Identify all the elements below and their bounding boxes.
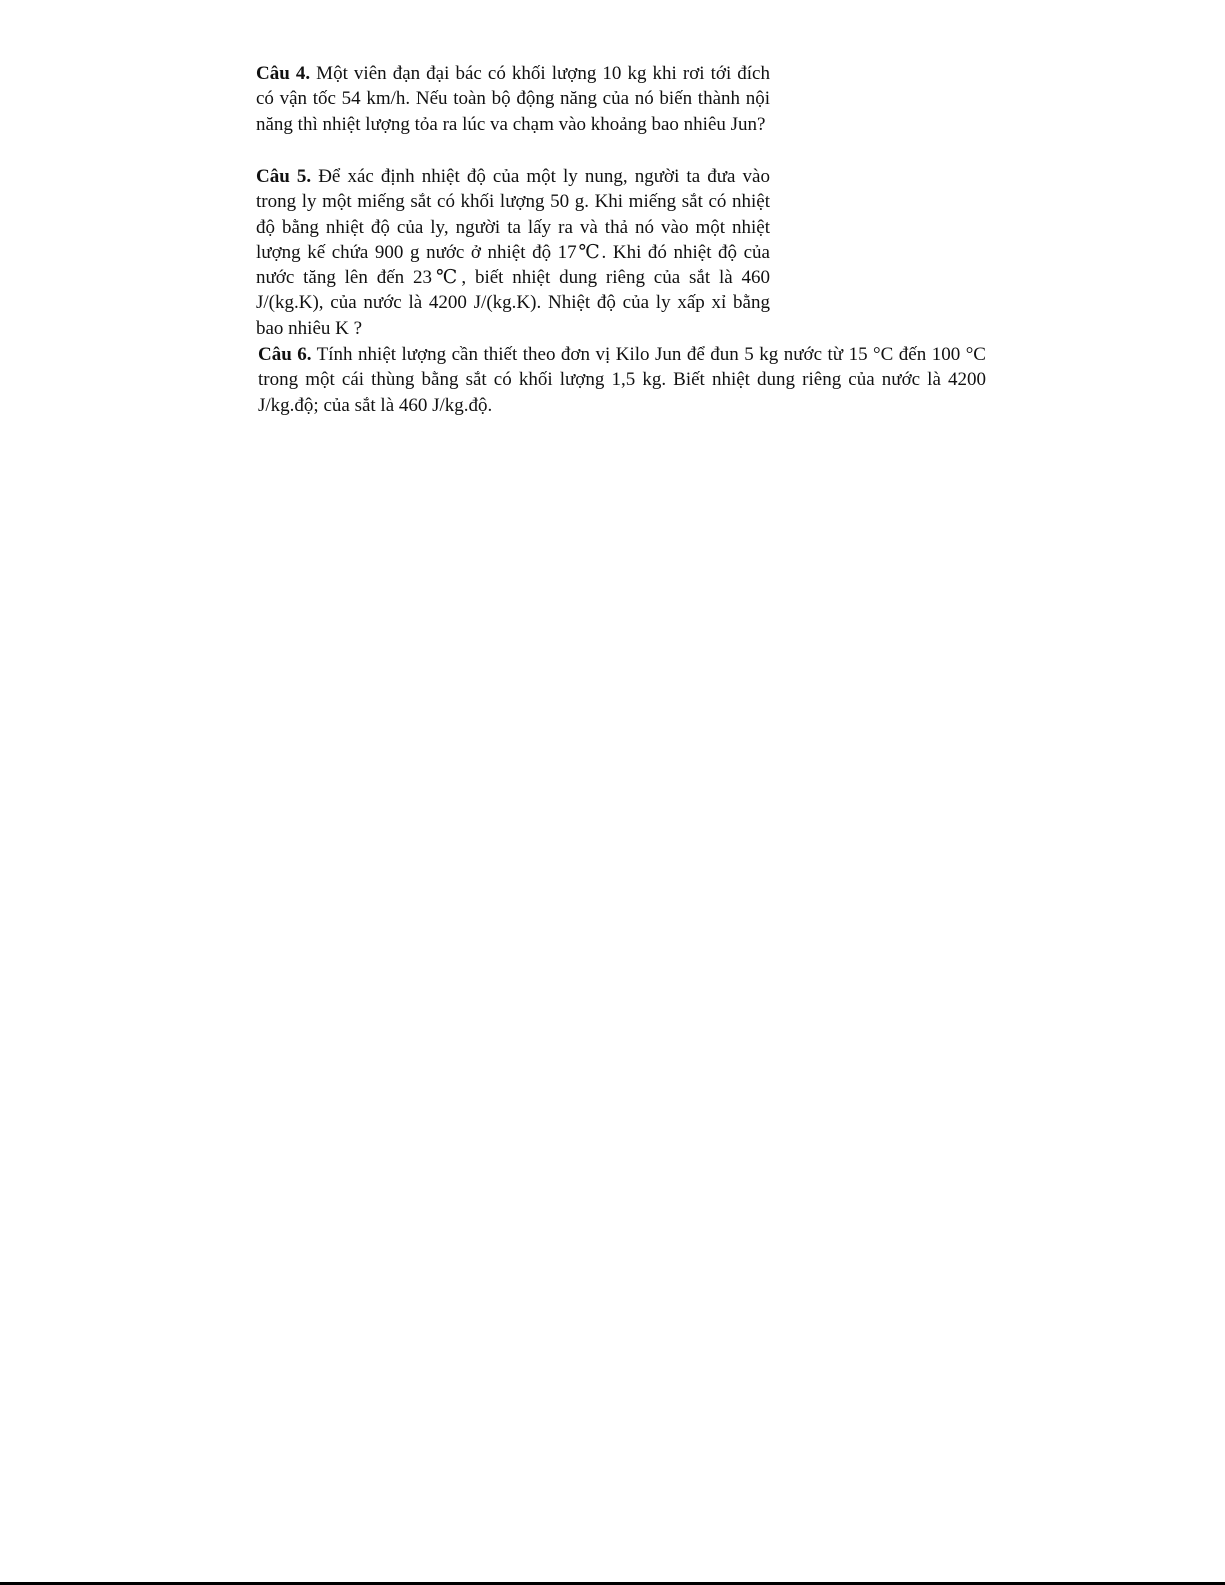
question-6 xyxy=(258,342,986,418)
question-4-label: Câu 4. xyxy=(256,63,311,84)
question-4-text: Một viên đạn đại bác có khối lượng 10 kg khi rơi tới đích có vận tốc 54 km/h. Nếu toàn bộ động năng của nó biến thành nội năng thì nhiệt lượng tỏa ra lúc va chạm vào khoảng bao nhiêu Jun? xyxy=(256,63,770,135)
question-6-text: Tính nhiệt lượng cần thiết theo đơn vị Kilo Jun để đun 5 kg nước từ 15 °C đến 100 °C trong một cái thùng bằng sắt có khối lượng 1,5 kg. Biết nhiệt dung riêng của nước là 4200 J/kg.độ; của sắt là 460 J/kg.độ. xyxy=(258,344,986,416)
question-5-label: Câu 5. xyxy=(256,166,312,187)
question-4 xyxy=(256,61,770,137)
question-5 xyxy=(256,164,770,341)
question-5-text: Để xác định nhiệt độ của một ly nung, người ta đưa vào trong ly một miếng sắt có khối lượng 50 g. Khi miếng sắt có nhiệt độ bằng nhiệt độ của ly, người ta lấy ra và thả nó vào một nhiệt lượng kế chứa 900 g nước ở nhiệt độ 17℃. Khi đó nhiệt độ của nước tăng lên đến 23℃, biết nhiệt dung riêng của sắt là 460 J/(kg.K), của nước là 4200 J/(kg.K). Nhiệt độ của ly xấp xỉ bằng bao nhiêu K ? xyxy=(256,166,770,339)
question-6-label: Câu 6. xyxy=(258,344,312,365)
